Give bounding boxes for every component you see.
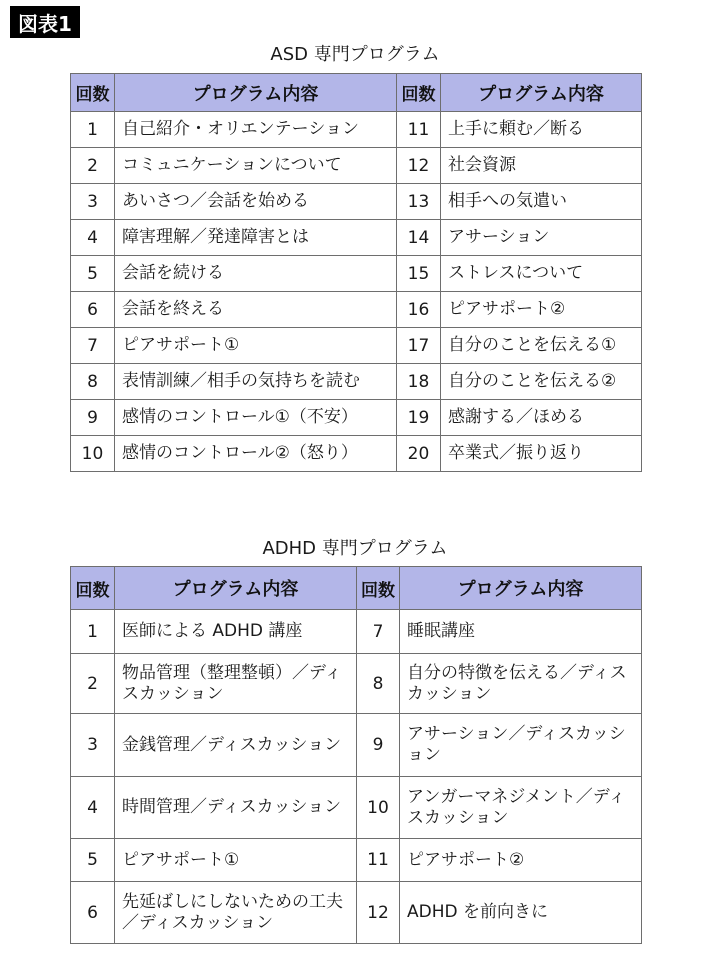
session-number: 6 xyxy=(71,882,115,944)
session-number: 1 xyxy=(71,112,115,148)
program-content: 自分のことを伝える② xyxy=(441,364,642,400)
asd-program-table xyxy=(70,73,642,472)
session-number: 8 xyxy=(71,364,115,400)
program-content: 睡眠講座 xyxy=(400,610,642,654)
table-row xyxy=(71,184,642,220)
session-number: 12 xyxy=(357,882,400,944)
table-row xyxy=(71,882,642,944)
program-content: 先延ばしにしないための工夫／ディスカッション xyxy=(115,882,357,944)
program-content: 卒業式／振り返り xyxy=(441,436,642,472)
program-content: 会話を続ける xyxy=(115,256,397,292)
program-content: アンガーマネジメント／ディスカッション xyxy=(400,777,642,839)
program-content: 相手への気遣い xyxy=(441,184,642,220)
table-row xyxy=(71,714,642,777)
session-number: 17 xyxy=(397,328,441,364)
header-program-content: プログラム内容 xyxy=(115,74,397,112)
table-row xyxy=(71,328,642,364)
session-number: 10 xyxy=(357,777,400,839)
program-content: 自分のことを伝える① xyxy=(441,328,642,364)
session-number: 7 xyxy=(357,610,400,654)
session-number: 1 xyxy=(71,610,115,654)
program-content: 社会資源 xyxy=(441,148,642,184)
session-number: 12 xyxy=(397,148,441,184)
table-row xyxy=(71,148,642,184)
adhd-table-title: ADHD 専門プログラム xyxy=(262,538,448,559)
program-content: 自己紹介・オリエンテーション xyxy=(115,112,397,148)
program-content: ピアサポート② xyxy=(441,292,642,328)
session-number: 2 xyxy=(71,148,115,184)
table-row xyxy=(71,112,642,148)
session-number: 5 xyxy=(71,839,115,882)
session-number: 4 xyxy=(71,220,115,256)
session-number: 11 xyxy=(397,112,441,148)
program-content: 障害理解／発達障害とは xyxy=(115,220,397,256)
table-header-row xyxy=(71,567,642,610)
session-number: 14 xyxy=(397,220,441,256)
header-program-content: プログラム内容 xyxy=(441,74,642,112)
program-content: 自分の特徴を伝える／ディスカッション xyxy=(400,654,642,714)
session-number: 3 xyxy=(71,714,115,777)
program-content: 金銭管理／ディスカッション xyxy=(115,714,357,777)
session-number: 13 xyxy=(397,184,441,220)
header-session-number: 回数 xyxy=(71,74,115,112)
program-content: 時間管理／ディスカッション xyxy=(115,777,357,839)
asd-table-title: ASD 専門プログラム xyxy=(270,44,440,65)
program-content: ピアサポート① xyxy=(115,328,397,364)
session-number: 4 xyxy=(71,777,115,839)
session-number: 6 xyxy=(71,292,115,328)
header-program-content: プログラム内容 xyxy=(400,567,642,610)
table-row xyxy=(71,436,642,472)
header-session-number: 回数 xyxy=(71,567,115,610)
table-row xyxy=(71,364,642,400)
session-number: 8 xyxy=(357,654,400,714)
session-number: 20 xyxy=(397,436,441,472)
program-content: ストレスについて xyxy=(441,256,642,292)
session-number: 2 xyxy=(71,654,115,714)
table-row xyxy=(71,610,642,654)
header-session-number: 回数 xyxy=(357,567,400,610)
program-content: ADHD を前向きに xyxy=(400,882,642,944)
table-row xyxy=(71,839,642,882)
table-row xyxy=(71,256,642,292)
header-session-number: 回数 xyxy=(397,74,441,112)
program-content: コミュニケーションについて xyxy=(115,148,397,184)
table-header-row xyxy=(71,74,642,112)
program-content: 感謝する／ほめる xyxy=(441,400,642,436)
program-content: 物品管理（整理整頓）／ディスカッション xyxy=(115,654,357,714)
adhd-program-table xyxy=(70,566,642,944)
session-number: 15 xyxy=(397,256,441,292)
session-number: 7 xyxy=(71,328,115,364)
session-number: 11 xyxy=(357,839,400,882)
session-number: 18 xyxy=(397,364,441,400)
table-row xyxy=(71,292,642,328)
program-content: あいさつ／会話を始める xyxy=(115,184,397,220)
session-number: 10 xyxy=(71,436,115,472)
session-number: 16 xyxy=(397,292,441,328)
session-number: 9 xyxy=(357,714,400,777)
program-content: 医師による ADHD 講座 xyxy=(115,610,357,654)
program-content: 感情のコントロール①（不安） xyxy=(115,400,397,436)
figure-label: 図表1 xyxy=(10,6,80,38)
program-content: 感情のコントロール②（怒り） xyxy=(115,436,397,472)
table-row xyxy=(71,777,642,839)
header-program-content: プログラム内容 xyxy=(115,567,357,610)
session-number: 19 xyxy=(397,400,441,436)
table-row xyxy=(71,220,642,256)
session-number: 9 xyxy=(71,400,115,436)
program-content: 上手に頼む／断る xyxy=(441,112,642,148)
program-content: アサーション／ディスカッション xyxy=(400,714,642,777)
session-number: 3 xyxy=(71,184,115,220)
table-row xyxy=(71,654,642,714)
table-row xyxy=(71,400,642,436)
program-content: ピアサポート② xyxy=(400,839,642,882)
program-content: アサーション xyxy=(441,220,642,256)
session-number: 5 xyxy=(71,256,115,292)
program-content: 表情訓練／相手の気持ちを読む xyxy=(115,364,397,400)
program-content: ピアサポート① xyxy=(115,839,357,882)
program-content: 会話を終える xyxy=(115,292,397,328)
